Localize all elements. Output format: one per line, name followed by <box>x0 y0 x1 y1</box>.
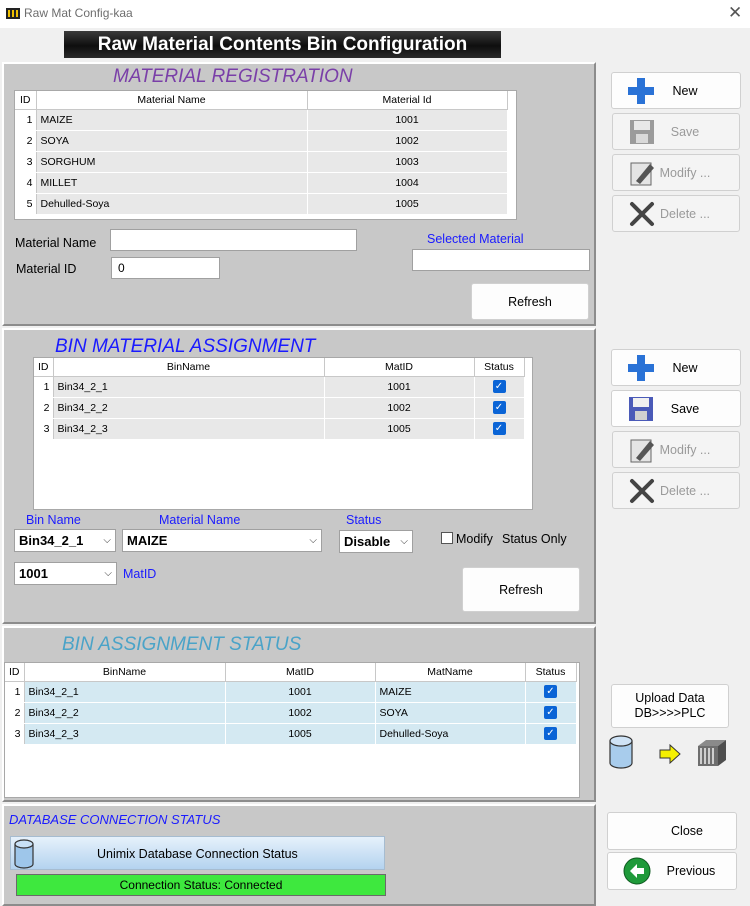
material-id-label: Material ID <box>16 262 77 276</box>
row-id: 5 <box>15 193 36 214</box>
row-material-name: SOYA <box>36 130 307 151</box>
row-mat-id: 1001 <box>324 376 474 397</box>
window-title: Raw Mat Config-kaa <box>24 6 133 20</box>
material-new-label: New <box>672 83 698 98</box>
material-grid-frame <box>14 90 517 220</box>
row-mat-name: SOYA <box>375 702 525 723</box>
row-material-id: 1002 <box>307 130 507 151</box>
db-connection-status-label: Unimix Database Connection Status <box>97 847 298 861</box>
material-registration-title: MATERIAL REGISTRATION <box>113 66 353 87</box>
row-id: 2 <box>34 397 53 418</box>
upload-line2: DB>>>>PLC <box>634 706 706 720</box>
row-id: 4 <box>15 172 36 193</box>
chevron-down-icon: ⌵ <box>103 535 111 546</box>
previous-button[interactable] <box>607 852 737 890</box>
row-material-id: 1003 <box>307 151 507 172</box>
row-mat-id: 1001 <box>225 681 375 702</box>
table-row[interactable] <box>15 193 507 214</box>
selected-material-label: Selected Material <box>427 232 524 246</box>
row-id: 3 <box>5 723 24 744</box>
bin-delete-label: Delete ... <box>659 483 711 498</box>
matid-label: MatID <box>123 567 157 581</box>
material-delete-button[interactable] <box>612 195 740 232</box>
col-status[interactable]: Status <box>525 663 576 681</box>
table-row[interactable] <box>34 376 524 397</box>
col-status[interactable]: Status <box>474 358 524 376</box>
status-checkbox[interactable]: ✓ <box>544 727 557 740</box>
col-id[interactable]: ID <box>5 663 24 681</box>
row-id: 3 <box>15 151 36 172</box>
row-material-name: SORGHUM <box>36 151 307 172</box>
row-id: 3 <box>34 418 53 439</box>
matid-value: 1001 <box>19 566 48 581</box>
bin-delete-button[interactable] <box>612 472 740 509</box>
material-id-input[interactable]: 0 <box>111 257 220 279</box>
upload-data-button[interactable] <box>611 684 729 728</box>
previous-label: Previous <box>666 864 716 878</box>
bin-name-value: Bin34_2_1 <box>19 533 84 548</box>
database-icon <box>608 735 634 769</box>
plc-icon <box>696 738 728 768</box>
page-banner: Raw Material Contents Bin Configuration <box>64 31 501 58</box>
connection-status-bar <box>16 874 386 896</box>
bin-name-select[interactable] <box>14 529 116 552</box>
title-bar <box>0 0 750 28</box>
chevron-down-icon: ⌵ <box>309 535 317 546</box>
matid-select[interactable] <box>14 562 117 585</box>
bin-save-label: Save <box>670 401 700 416</box>
row-material-id: 1004 <box>307 172 507 193</box>
row-bin-name: Bin34_2_2 <box>24 702 225 723</box>
connection-status-text: Connection Status: Connected <box>119 878 283 892</box>
status-checkbox[interactable]: ✓ <box>493 380 506 393</box>
chevron-down-icon: ⌵ <box>104 568 112 579</box>
row-bin-name: Bin34_2_3 <box>24 723 225 744</box>
col-material-name[interactable]: Material Name <box>36 91 307 109</box>
status-checkbox[interactable]: ✓ <box>544 706 557 719</box>
material-modify-label: Modify ... <box>659 165 711 180</box>
bin-table[interactable] <box>34 358 525 440</box>
selected-material-input[interactable] <box>412 249 590 271</box>
material-modify-button[interactable] <box>612 154 740 191</box>
material-name-select-label: Material Name <box>159 513 241 527</box>
col-id[interactable]: ID <box>15 91 36 109</box>
row-bin-name: Bin34_2_3 <box>53 418 324 439</box>
row-mat-id: 1005 <box>324 418 474 439</box>
row-material-name: MAIZE <box>36 109 307 130</box>
db-connection-status-button[interactable] <box>10 836 385 870</box>
row-mat-name: MAIZE <box>375 681 525 702</box>
row-mat-id: 1002 <box>324 397 474 418</box>
db-status-title: DATABASE CONNECTION STATUS <box>9 812 221 827</box>
status-checkbox[interactable]: ✓ <box>493 422 506 435</box>
table-row[interactable] <box>5 681 576 702</box>
col-material-id[interactable]: Material Id <box>307 91 507 109</box>
bin-new-button[interactable] <box>611 349 741 386</box>
arrow-right-icon <box>659 744 681 764</box>
table-row[interactable] <box>15 130 507 151</box>
modify-status-checkbox[interactable] <box>441 532 453 544</box>
table-row[interactable] <box>5 723 576 744</box>
status-select[interactable] <box>339 530 413 553</box>
row-material-name: MILLET <box>36 172 307 193</box>
row-material-id: 1001 <box>307 109 507 130</box>
database-icon <box>13 839 35 869</box>
table-row[interactable] <box>34 397 524 418</box>
material-name-value: MAIZE <box>127 533 168 548</box>
col-mat-id[interactable]: MatID <box>225 663 375 681</box>
bin-status-title: BIN ASSIGNMENT STATUS <box>62 634 302 655</box>
table-row[interactable] <box>15 172 507 193</box>
row-material-name: Dehulled-Soya <box>36 193 307 214</box>
material-save-label: Save <box>670 124 700 139</box>
row-material-id: 1005 <box>307 193 507 214</box>
material-name-input[interactable] <box>110 229 357 251</box>
bin-assignment-title: BIN MATERIAL ASSIGNMENT <box>55 336 316 357</box>
table-row[interactable] <box>15 151 507 172</box>
row-bin-name: Bin34_2_2 <box>53 397 324 418</box>
bin-modify-label: Modify ... <box>659 442 711 457</box>
col-mat-name[interactable]: MatName <box>375 663 525 681</box>
close-label: Close <box>671 824 703 838</box>
close-icon[interactable]: ✕ <box>728 3 743 22</box>
bin-refresh-button[interactable]: Refresh <box>462 567 580 612</box>
close-button[interactable] <box>607 812 737 850</box>
status-only-label: Status Only <box>502 532 567 546</box>
status-checkbox[interactable]: ✓ <box>493 401 506 414</box>
bin-name-label: Bin Name <box>26 513 81 527</box>
status-checkbox[interactable]: ✓ <box>544 685 557 698</box>
material-table[interactable] <box>15 91 508 215</box>
material-save-button[interactable] <box>612 113 740 150</box>
col-bin-name[interactable]: BinName <box>53 358 324 376</box>
bin-save-button[interactable] <box>611 390 741 427</box>
material-new-button[interactable] <box>611 72 741 109</box>
material-name-select[interactable] <box>122 529 322 552</box>
row-bin-name: Bin34_2_1 <box>53 376 324 397</box>
modify-label: Modify <box>456 532 493 546</box>
table-row[interactable] <box>15 109 507 130</box>
status-table[interactable] <box>5 663 577 745</box>
row-id: 1 <box>34 376 53 397</box>
bin-modify-button[interactable] <box>612 431 740 468</box>
table-row[interactable] <box>5 702 576 723</box>
material-refresh-button[interactable]: Refresh <box>471 283 589 320</box>
chevron-down-icon: ⌵ <box>400 536 408 547</box>
bin-grid-frame <box>33 357 533 510</box>
col-bin-name[interactable]: BinName <box>24 663 225 681</box>
app-icon <box>6 8 20 19</box>
row-mat-id: 1005 <box>225 723 375 744</box>
bin-new-label: New <box>672 360 698 375</box>
status-select-label: Status <box>346 513 382 527</box>
material-name-label: Material Name <box>15 236 97 250</box>
material-delete-label: Delete ... <box>659 206 711 221</box>
upload-line1: Upload Data <box>635 691 705 705</box>
row-id: 1 <box>15 109 36 130</box>
table-row[interactable] <box>34 418 524 439</box>
row-bin-name: Bin34_2_1 <box>24 681 225 702</box>
row-id: 2 <box>15 130 36 151</box>
col-id[interactable]: ID <box>34 358 53 376</box>
row-id: 2 <box>5 702 24 723</box>
status-grid-frame <box>4 662 580 798</box>
row-mat-name: Dehulled-Soya <box>375 723 525 744</box>
status-value: Disable <box>344 534 391 549</box>
row-id: 1 <box>5 681 24 702</box>
col-mat-id[interactable]: MatID <box>324 358 474 376</box>
row-mat-id: 1002 <box>225 702 375 723</box>
